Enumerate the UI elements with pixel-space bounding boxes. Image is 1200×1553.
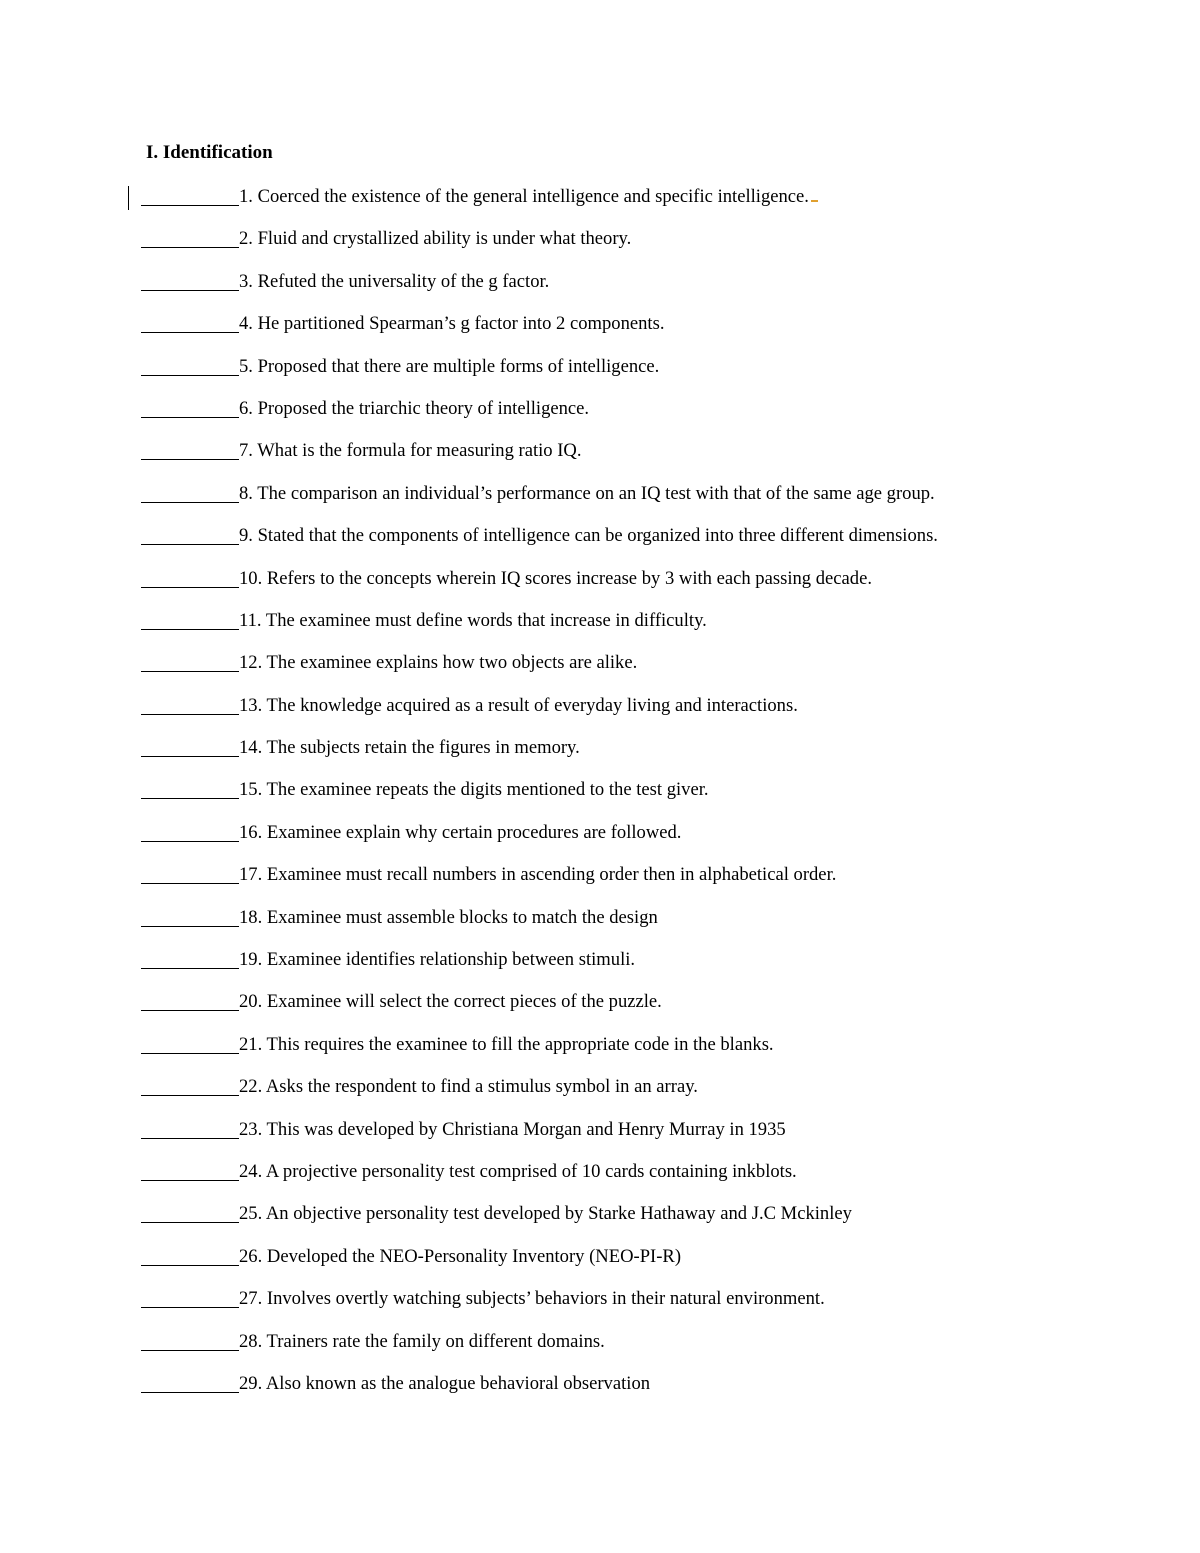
question-text: 1. Coerced the existence of the general intelligence and specific intelligence. [239,186,809,207]
question-text: 25. An objective personality test developed by Starke Hathaway and J.C Mckinley [239,1203,852,1225]
question-text: 16. Examinee explain why certain procedures are followed. [239,821,682,843]
answer-blank[interactable] [141,314,239,333]
question-item [141,1117,938,1159]
answer-blank[interactable] [141,992,239,1011]
question-item [141,438,938,480]
question-text: 5. Proposed that there are multiple forms of intelligence. [239,355,660,377]
answer-blank[interactable] [141,272,239,291]
answer-blank[interactable] [141,1077,239,1096]
answer-blank[interactable] [141,1035,239,1054]
question-item [141,184,938,226]
question-text: 9. Stated that the components of intelligence can be organized into three different dimensions. [239,525,938,547]
question-text: 22. Asks the respondent to find a stimulus symbol in an array. [239,1076,698,1098]
question-item [141,608,938,650]
answer-blank[interactable] [141,611,239,630]
answer-blank[interactable] [141,187,239,206]
answer-blank[interactable] [141,1374,239,1393]
question-item [141,566,938,608]
question-item [141,523,938,565]
answer-blank[interactable] [141,865,239,884]
question-text: 18. Examinee must assemble blocks to match the design [239,906,658,928]
answer-blank[interactable] [141,780,239,799]
answer-blank[interactable] [141,1332,239,1351]
answer-blank[interactable] [141,441,239,460]
question-item [141,1074,938,1116]
answer-blank[interactable] [141,950,239,969]
question-text: 26. Developed the NEO-Personality Inventory (NEO-PI-R) [239,1245,682,1267]
question-item [141,1159,938,1201]
answer-blank[interactable] [141,229,239,248]
question-text: 13. The knowledge acquired as a result of everyday living and interactions. [239,694,798,716]
question-item [141,693,938,735]
question-item [141,1244,938,1286]
text-cursor [128,186,129,210]
question-text: 10. Refers to the concepts wherein IQ scores increase by 3 with each passing decade. [239,567,872,589]
question-item [141,1329,938,1371]
question-item [141,650,938,692]
question-item [141,1032,938,1074]
question-item [141,735,938,777]
question-text: 2. Fluid and crystallized ability is under what theory. [239,228,632,250]
question-text: 27. Involves overtly watching subjects’ behaviors in their natural environment. [239,1288,825,1310]
question-item [141,1371,938,1413]
answer-blank[interactable] [141,1120,239,1139]
question-item [141,1286,938,1328]
question-item [141,905,938,947]
question-item [141,820,938,862]
question-item [141,777,938,819]
answer-blank[interactable] [141,399,239,418]
question-text: 19. Examinee identifies relationship between stimuli. [239,949,636,971]
question-item [141,862,938,904]
question-item [141,269,938,311]
answer-blank[interactable] [141,1289,239,1308]
question-text: 12. The examinee explains how two objects are alike. [239,652,638,674]
question-text: 7. What is the formula for measuring ratio IQ. [239,440,582,462]
section-title: I. Identification [146,142,273,163]
edit-mark [811,199,818,202]
answer-blank[interactable] [141,1204,239,1223]
answer-blank[interactable] [141,357,239,376]
answer-blank[interactable] [141,738,239,757]
question-text: 17. Examinee must recall numbers in ascending order then in alphabetical order. [239,864,837,886]
answer-blank[interactable] [141,526,239,545]
question-text: 11. The examinee must define words that increase in difficulty. [239,609,707,631]
question-item [141,989,938,1031]
question-text: 8. The comparison an individual’s performance on an IQ test with that of the same age group. [239,482,935,504]
answer-blank[interactable] [141,1247,239,1266]
question-text: 14. The subjects retain the figures in memory. [239,737,580,759]
question-item [141,481,938,523]
question-item [141,1201,938,1243]
question-text: 6. Proposed the triarchic theory of intelligence. [239,397,590,419]
answer-blank[interactable] [141,823,239,842]
question-item [141,311,938,353]
question-text: 20. Examinee will select the correct pieces of the puzzle. [239,991,662,1013]
question-text: 3. Refuted the universality of the g factor. [239,270,550,292]
question-text: 29. Also known as the analogue behavioral observation [239,1372,651,1394]
answer-blank[interactable] [141,653,239,672]
question-text: 15. The examinee repeats the digits mentioned to the test giver. [239,779,709,801]
question-item [141,354,938,396]
question-text: 23. This was developed by Christiana Morgan and Henry Murray in 1935 [239,1118,786,1140]
question-text: 4. He partitioned Spearman’s g factor into 2 components. [239,313,665,335]
question-list [141,184,938,1413]
answer-blank[interactable] [141,569,239,588]
answer-blank[interactable] [141,1162,239,1181]
question-text: 28. Trainers rate the family on different domains. [239,1330,605,1352]
question-text: 21. This requires the examinee to fill the appropriate code in the blanks. [239,1033,774,1055]
answer-blank[interactable] [141,484,239,503]
question-item [141,396,938,438]
answer-blank[interactable] [141,908,239,927]
question-item [141,947,938,989]
question-text: 24. A projective personality test comprised of 10 cards containing inkblots. [239,1160,797,1182]
answer-blank[interactable] [141,696,239,715]
question-item [141,226,938,268]
